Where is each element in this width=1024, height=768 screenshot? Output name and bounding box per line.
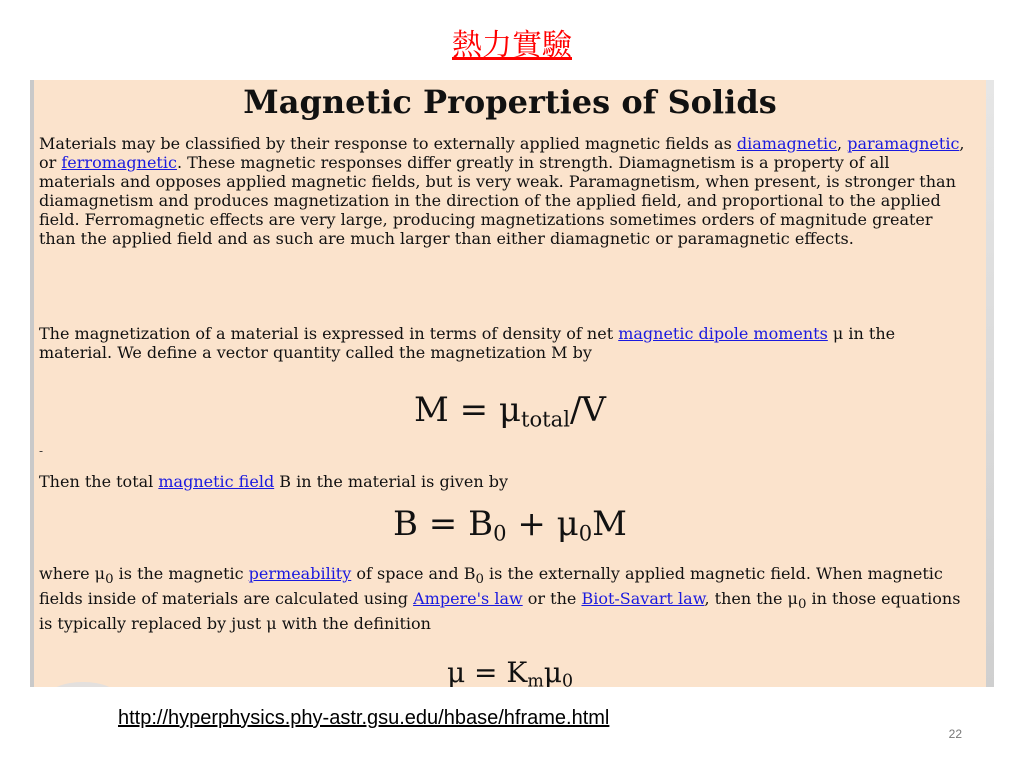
page-number: 22 (948, 727, 962, 741)
magnetization-equation: $M = \mu_{total}/V$ (414, 390, 606, 432)
diamagnetic-link[interactable]: diamagnetic (736, 134, 838, 153)
page-heading: Magnetic Properties of Solids (243, 83, 777, 121)
para2-text: μ in the material. We define a vector quantity called the magnetization M by (39, 324, 896, 362)
para1-text: Materials may be classified by their response to externally applied magnetic fields as (39, 134, 737, 153)
source-url-link[interactable]: http://hyperphysics.phy-astr.gsu.edu/hbase/hframe.html (118, 707, 610, 729)
magnetization-paragraph (39, 324, 969, 362)
field-equation: $B = B_0 + \mu_0M$ (393, 504, 627, 546)
amperes-law-link[interactable]: Ampere's law (413, 589, 523, 609)
para1-text: , or (39, 134, 965, 172)
stray-mark: - (39, 444, 44, 458)
para2-text: The magnetization of a material is expressed in terms of density of net (39, 324, 619, 343)
permeability-link[interactable]: permeability (248, 564, 352, 583)
biot-savart-law-link[interactable]: Biot-Savart law (581, 589, 705, 609)
scrollbar[interactable] (986, 80, 994, 687)
permeability-paragraph: where $\mu_0$ is the magnetic permeability of space and $B_0$ is the externally applied magnetic field. When magnetic fields inside of materials are calculated using Ampere's law or the Biot-Savart law, then the $\mu_0$ in those equations is typically replaced by just μ with the definition (39, 564, 961, 634)
intro-paragraph (39, 134, 969, 248)
para1-text: . These magnetic responses differ greatly in strength. Diamagnetism is a property of all materials and opposes applied magnetic fields, but is very weak. Paramagnetism, when present, is stronger than diamagnetism and produces magnetization in the direction of the applied field, and proportional to the applied field. Ferromagnetic effects are very large, producing magnetizations sometimes orders of magnitude greater than the applied field and as such are much larger than either diamagnetic or paramagnetic effects. (39, 153, 956, 248)
hyperphysics-page (34, 80, 986, 687)
ferromagnetic-link[interactable]: ferromagnetic (61, 153, 177, 172)
magnetic-dipole-moments-link[interactable]: magnetic dipole moments (618, 324, 828, 343)
permeability-equation: $\mu = K_m\mu_0$ (446, 656, 574, 687)
slide-title: 熱力實驗 (452, 28, 572, 63)
paramagnetic-link[interactable]: paramagnetic (847, 134, 960, 153)
magnetic-field-link[interactable]: magnetic field (158, 472, 275, 491)
field-paragraph: Then the total magnetic field B in the material is given by (39, 472, 508, 491)
para1-text: , (837, 134, 848, 153)
embedded-screenshot (30, 80, 994, 687)
